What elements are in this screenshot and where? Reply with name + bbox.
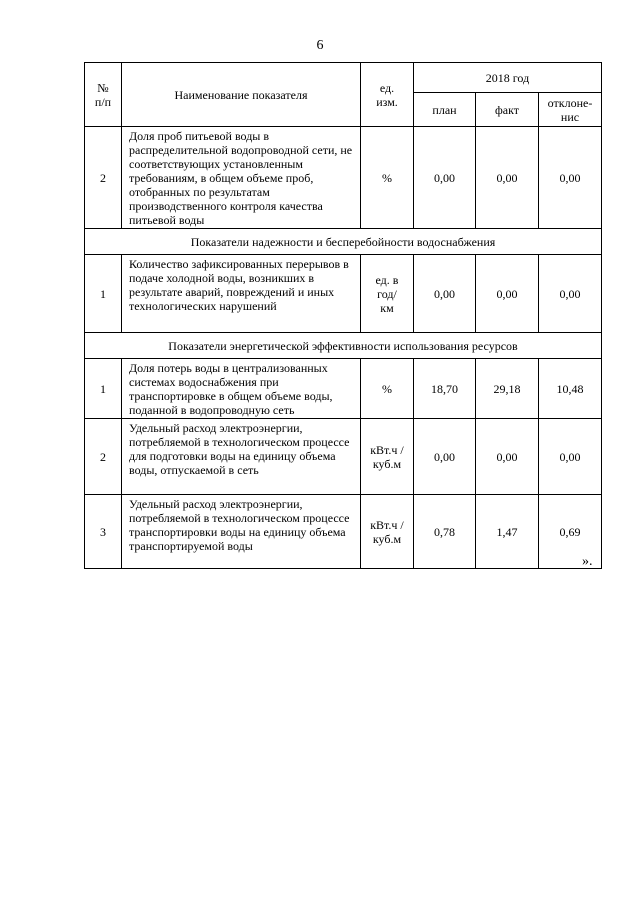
fact-value: 0,00 — [476, 255, 539, 333]
indicators-table — [84, 62, 602, 569]
section-row — [85, 333, 602, 359]
header-deviation: отклоне- нис — [539, 93, 602, 127]
header-plan: план — [414, 93, 476, 127]
table-row — [85, 419, 602, 495]
unit-cell: кВт.ч / куб.м — [361, 419, 414, 495]
fact-value: 0,00 — [476, 419, 539, 495]
plan-value: 0,00 — [414, 419, 476, 495]
table-row — [85, 127, 602, 229]
end-mark: ». — [582, 554, 593, 569]
header-num: № п/п — [85, 63, 122, 127]
unit-cell: % — [361, 127, 414, 229]
header-year: 2018 год — [414, 63, 602, 93]
table-row — [85, 359, 602, 419]
plan-value: 0,00 — [414, 255, 476, 333]
fact-value: 0,00 — [476, 127, 539, 229]
row-number: 3 — [85, 495, 122, 569]
indicator-name: Удельный расход электроэнергии, потребляемой в технологическом процессе транспортировки воды на единицу объема транспортируемой воды — [122, 495, 361, 569]
unit-cell: % — [361, 359, 414, 419]
section-row — [85, 229, 602, 255]
header-unit: ед. изм. — [361, 63, 414, 127]
section-title: Показатели энергетической эффективности использования ресурсов — [85, 333, 602, 359]
indicator-name: Количество зафиксированных перерывов в подаче холодной воды, возникших в результате аварий, повреждений и иных технологических нарушений — [122, 255, 361, 333]
header-name: Наименование показателя — [122, 63, 361, 127]
plan-value: 0,00 — [414, 127, 476, 229]
plan-value: 18,70 — [414, 359, 476, 419]
row-number: 2 — [85, 127, 122, 229]
unit-cell: ед. в год/ км — [361, 255, 414, 333]
row-number: 1 — [85, 359, 122, 419]
deviation-value: 10,48 — [539, 359, 602, 419]
page-number: 6 — [316, 38, 324, 53]
deviation-value: 0,69 — [539, 495, 602, 569]
table-row — [85, 495, 602, 569]
header-fact: факт — [476, 93, 539, 127]
deviation-value: 0,00 — [539, 419, 602, 495]
fact-value: 1,47 — [476, 495, 539, 569]
deviation-value: 0,00 — [539, 127, 602, 229]
plan-value: 0,78 — [414, 495, 476, 569]
indicator-name: Доля проб питьевой воды в распределительной водопроводной сети, не соответствующих установленным требованиям, в общем объеме проб, отобранных по результатам производственного контроля качества питьевой воды — [122, 127, 361, 229]
fact-value: 29,18 — [476, 359, 539, 419]
section-title: Показатели надежности и бесперебойности водоснабжения — [85, 229, 602, 255]
row-number: 2 — [85, 419, 122, 495]
unit-cell: кВт.ч / куб.м — [361, 495, 414, 569]
table-row — [85, 255, 602, 333]
deviation-value: 0,00 — [539, 255, 602, 333]
indicator-name: Доля потерь воды в централизованных системах водоснабжения при транспортировке в общем объеме воды, поданной в водопроводную сеть — [122, 359, 361, 419]
row-number: 1 — [85, 255, 122, 333]
indicator-name: Удельный расход электроэнергии, потребляемой в технологическом процессе для подготовки воды на единицу объема воды, отпускаемой в сеть — [122, 419, 361, 495]
